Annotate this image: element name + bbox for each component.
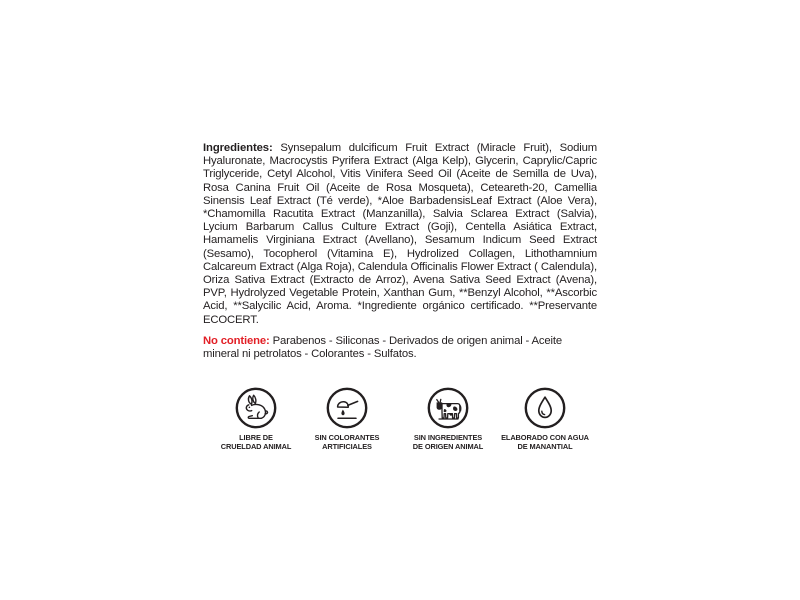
dropper-icon — [326, 387, 368, 429]
badge-caption-line: CRUELDAD ANIMAL — [220, 442, 292, 451]
water-drop-icon — [524, 387, 566, 429]
ingredients-paragraph — [203, 142, 597, 327]
badge-caption-line: LIBRE DE — [239, 433, 273, 442]
rabbit-icon — [235, 387, 277, 429]
ingredients-heading: Ingredientes: — [203, 142, 273, 154]
no-contiene-heading: No contiene: — [203, 334, 270, 347]
badge-caption-line: DE MANANTIAL — [517, 442, 573, 451]
feature-badges — [203, 387, 597, 467]
badge-cruelty-free-caption — [206, 433, 306, 451]
badge-caption-line: ARTIFICIALES — [322, 442, 372, 451]
badge-caption-line: ELABORADO CON AGUA — [501, 433, 589, 442]
badge-caption-line: DE ORIGEN ANIMAL — [412, 442, 484, 451]
badge-caption-line: SIN COLORANTES — [314, 433, 380, 442]
badge-no-animal-caption — [398, 433, 498, 451]
badge-cruelty-free — [206, 387, 306, 451]
badge-no-artificial-colors — [297, 387, 397, 451]
product-label — [203, 142, 597, 361]
badge-no-colors-caption — [297, 433, 397, 451]
badge-spring-water — [495, 387, 595, 451]
cow-icon — [427, 387, 469, 429]
badge-no-animal-ingredients — [398, 387, 498, 451]
ingredients-text: Synsepalum dulcificum Fruit Extract (Miracle Fruit), Sodium Hyaluronate, Macrocystis Pyrifera Extract (Alga Kelp), Glycerin, Caprylic/Capric Triglyceride, Cetyl Alcohol, Vitis Vinifera Seed Oil (Aceite de Semilla de Uva), Rosa Canina Fruit Oil (Aceite de Rosa Mosqueta), Ceteareth-20, Camellia Sinensis Leaf Extract (Té verde), *Aloe BarbadensisLeaf Extract (Aloe Vera), *Chamomilla Racutita Extract (Manzanilla), Salvia Sclarea Extract (Salvia), Lycium Barbarum Callus Culture Extract (Goji), Centella Asiática Extract, Hamamelis Virginiana Extract (Avellano), Sesamum Indicum Seed Extract (Sesamo), Tocopherol (Vitamina E), Hydrolized Collagen, Lithothamnium Calcareum Extract (Alga Roja), Calendula Officinalis Flower Extract ( Calendula), Oriza Sativa Extract (Extracto de Arroz), Avena Sativa Seed Extract (Avena), PVP, Hydrolyzed Vegetable Protein, Xanthan Gum, **Benzyl Alcohol, **Ascorbic Acid, **Salycilic Acid, Aroma. *Ingrediente orgánico certificado. **Preservante ECOCERT. — [203, 142, 597, 326]
badge-spring-water-caption — [495, 433, 595, 451]
no-contiene-text: Parabenos - Siliconas - Derivados de origen animal - Aceite mineral ni petrolatos - Colorantes - Sulfatos. — [203, 334, 563, 361]
no-contiene-paragraph — [203, 335, 597, 361]
badge-caption-line: SIN INGREDIENTES — [413, 433, 483, 442]
